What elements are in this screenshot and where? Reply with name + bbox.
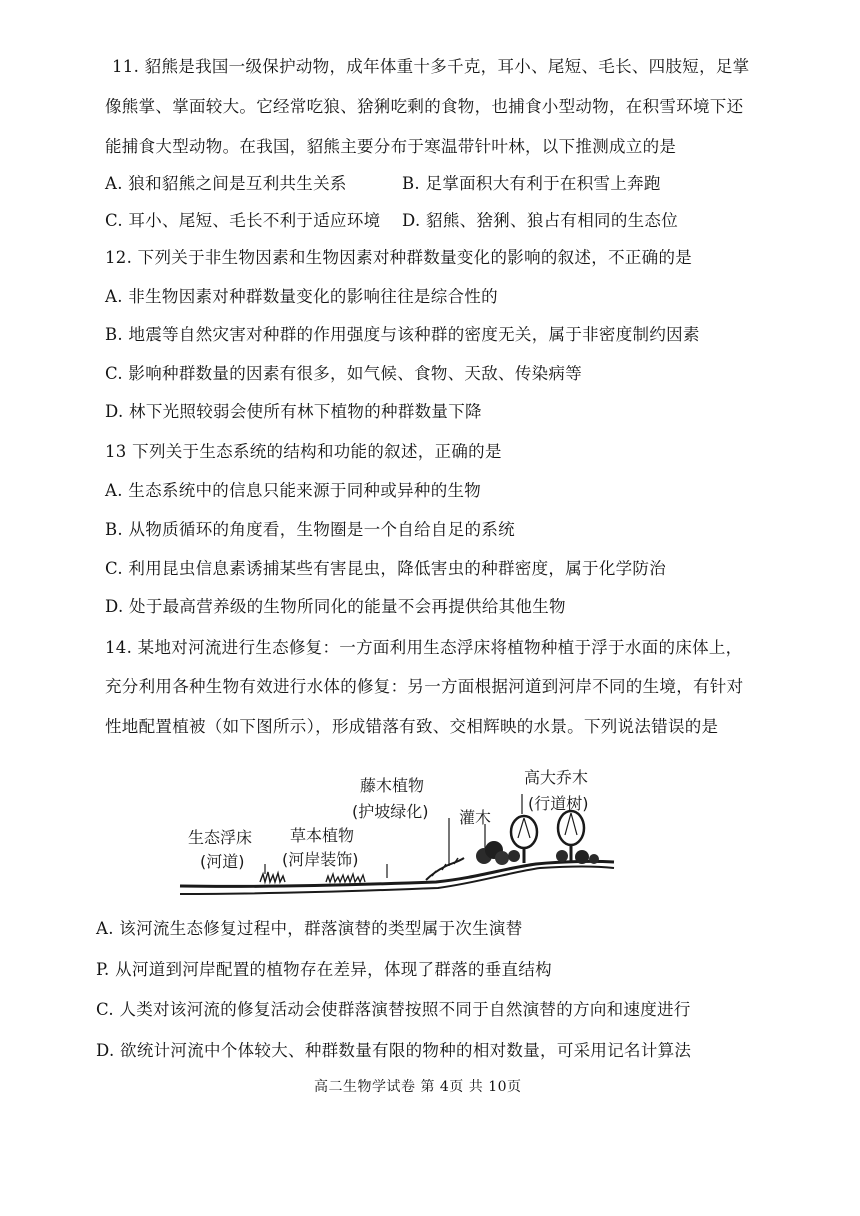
diagram-label-river-channel: (河道): [200, 852, 245, 871]
q13-option-b[interactable]: B. 从物质循环的角度看，生物圈是一个自给自足的系统: [105, 520, 515, 539]
river-restoration-diagram: [176, 768, 616, 900]
q12-option-d[interactable]: D. 林下光照较弱会使所有林下植物的种群数量下降: [105, 402, 482, 421]
q14-option-a[interactable]: A. 该河流生态修复过程中，群落演替的类型属于次生演替: [96, 919, 523, 938]
q13-option-d[interactable]: D. 处于最高营养级的生物所同化的能量不会再提供给其他生物: [105, 597, 566, 616]
q14-option-d[interactable]: D. 欲统计河流中个体较大、种群数量有限的物种的相对数量，可采用记名计算法: [96, 1041, 692, 1060]
q14-option-c[interactable]: C. 人类对该河流的修复活动会使群落演替按照不同于自然演替的方向和速度进行: [96, 1000, 691, 1019]
q13-stem: 13 下列关于生态系统的结构和功能的叙述，正确的是: [105, 442, 502, 461]
diagram-label-tree: 高大乔木: [524, 768, 589, 787]
diagram-label-herb: 草本植物: [290, 826, 355, 845]
q14-option-b[interactable]: P. 从河道到河岸配置的植物存在差异，体现了群落的垂直结构: [96, 960, 552, 979]
q11-stem-line-2: 像熊掌、掌面较大。它经常吃狼、猞猁吃剩的食物，也捕食小型动物，在积雪环境下还: [105, 97, 744, 116]
diagram-label-shrub: 灌木: [459, 808, 492, 827]
q13-option-a[interactable]: A. 生态系统中的信息只能来源于同种或异种的生物: [105, 481, 482, 500]
page-footer: 高二生物学试卷 第 4页 共 10页: [314, 1079, 522, 1095]
q11-stem-line-3: 能捕食大型动物。在我国，貂熊主要分布于寒温带针叶林，以下推测成立的是: [105, 137, 677, 156]
q14-stem-line-3: 性地配置植被（如下图所示），形成错落有致、交相辉映的水景。下列说法错误的是: [105, 717, 719, 736]
diagram-label-tree-note: (行道树): [528, 794, 589, 813]
q11-option-c[interactable]: C. 耳小、尾短、毛长不利于适应环境: [105, 211, 381, 230]
q14-stem-line-1: 14. 某地对河流进行生态修复：一方面利用生态浮床将植物种植于浮于水面的床体上，: [105, 638, 743, 657]
q14-stem-line-2: 充分利用各种生物有效进行水体的修复：另一方面根据河道到河岸不同的生境，有针对: [105, 677, 744, 696]
diagram-label-vine-note: (护坡绿化): [352, 802, 429, 821]
q12-option-b[interactable]: B. 地震等自然灾害对种群的作用强度与该种群的密度无关，属于非密度制约因素: [105, 325, 700, 344]
diagram-label-float-bed: 生态浮床: [188, 828, 253, 847]
q12-stem: 12. 下列关于非生物因素和生物因素对种群数量变化的影响的叙述，不正确的是: [105, 248, 693, 267]
q12-option-a[interactable]: A. 非生物因素对种群数量变化的影响往往是综合性的: [105, 287, 498, 306]
q11-option-d[interactable]: D. 貂熊、猞猁、狼占有相同的生态位: [402, 211, 679, 230]
q13-option-c[interactable]: C. 利用昆虫信息素诱捕某些有害昆虫，降低害虫的种群密度，属于化学防治: [105, 559, 667, 578]
diagram-label-vine: 藤木植物: [360, 776, 425, 795]
q11-option-a[interactable]: A. 狼和貂熊之间是互利共生关系: [105, 174, 347, 193]
diagram-label-herb-note: (河岸装饰): [282, 850, 359, 869]
q11-stem-line-1: 11. 貂熊是我国一级保护动物，成年体重十多千克，耳小、尾短、毛长、四肢短，足掌: [112, 57, 750, 76]
q12-option-c[interactable]: C. 影响种群数量的因素有很多，如气候、食物、天敌、传染病等: [105, 364, 583, 383]
q11-option-b[interactable]: B. 足掌面积大有利于在积雪上奔跑: [402, 174, 661, 193]
